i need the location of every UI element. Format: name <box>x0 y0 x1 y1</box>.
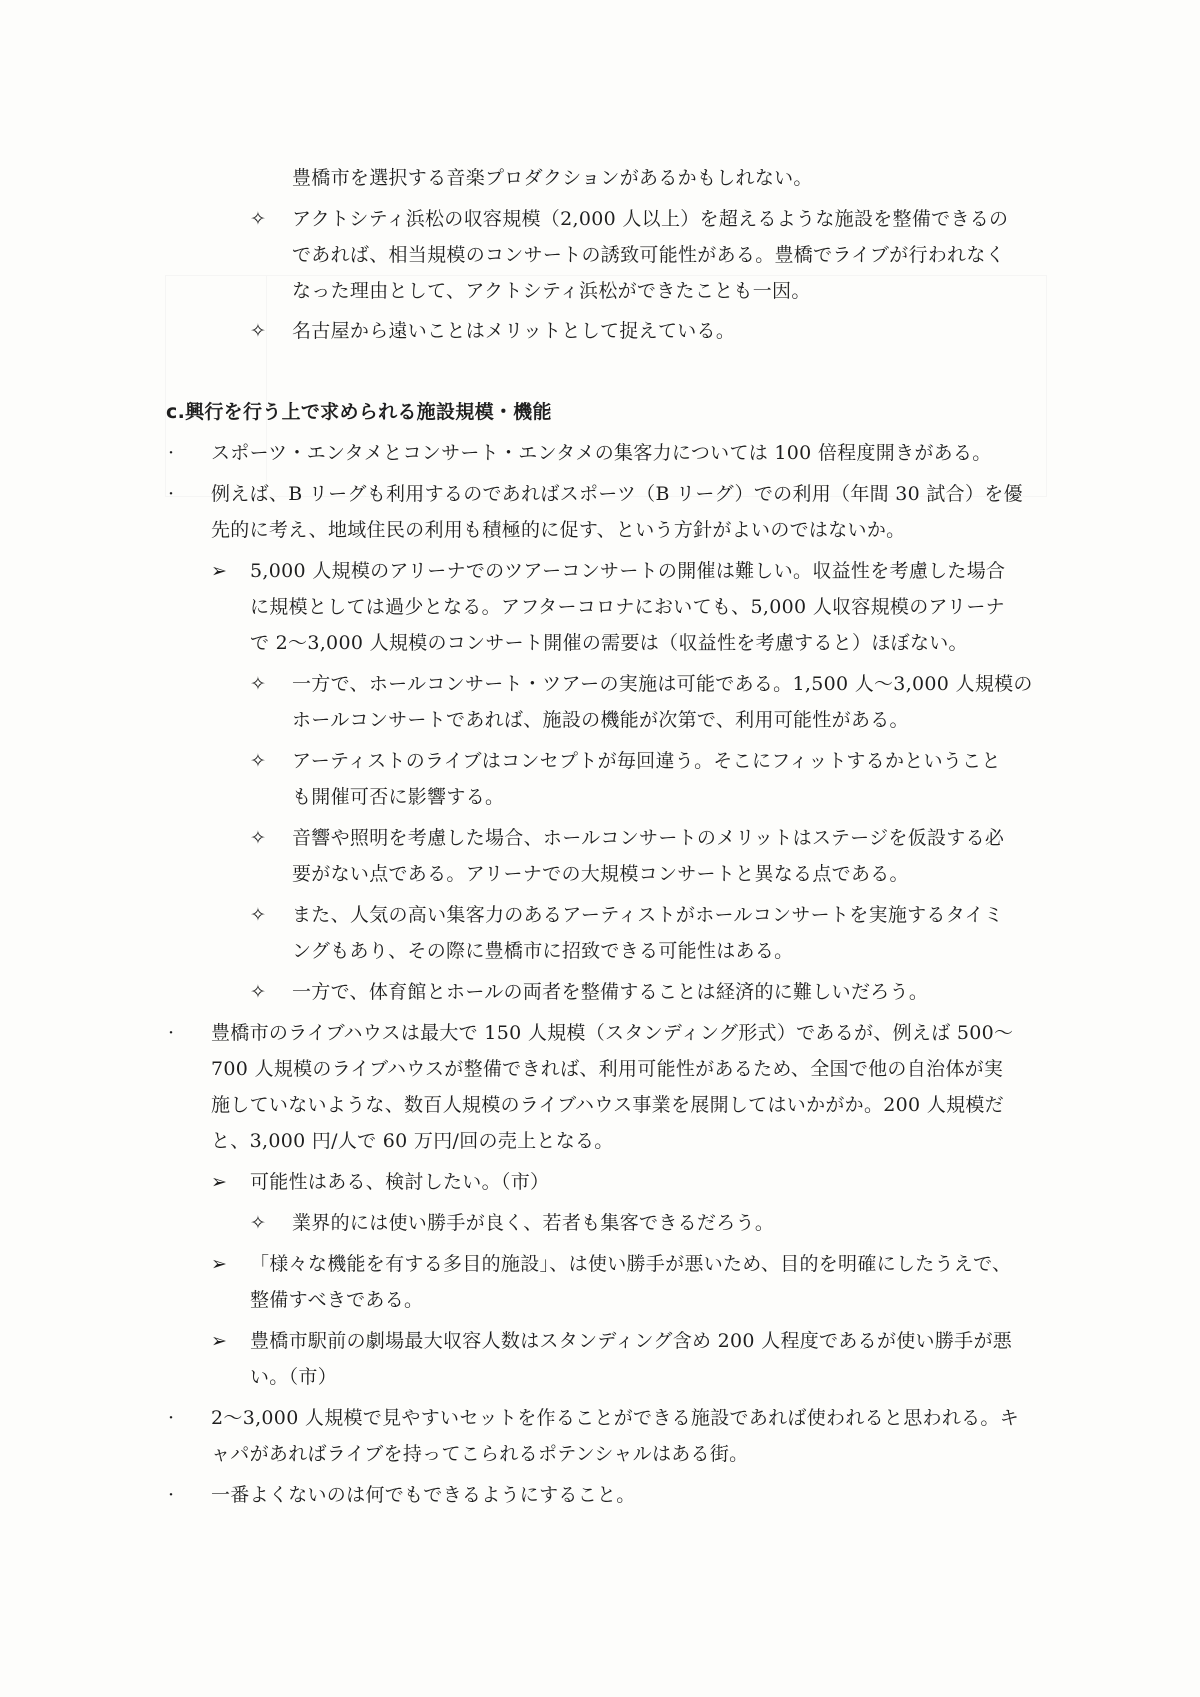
text-line: 豊橋市のライブハウスは最大で 150 人規模（スタンディング形式）であるが、例えば 500〜 <box>211 1022 1014 1044</box>
bullet-mark: · <box>168 442 175 464</box>
bullet-mark: ➢ <box>211 1253 227 1275</box>
bullet-mark: ✧ <box>250 208 266 230</box>
text-line: 豊橋市駅前の劇場最大収容人数はスタンディング含め 200 人程度であるが使い勝手が悪 <box>250 1330 1013 1352</box>
bullet-mark: · <box>168 483 175 505</box>
text-line: アーティストのライブはコンセプトが毎回違う。そこにフィットするかということ <box>292 750 1001 772</box>
bullet-mark: ✧ <box>250 673 266 695</box>
bullet-mark: ✧ <box>250 827 266 849</box>
text-line: アクトシティ浜松の収容規模（2,000 人以上）を超えるような施設を整備できるの <box>292 208 1009 230</box>
bullet-mark: ➢ <box>211 1330 227 1352</box>
text-line: 要がない点である。アリーナでの大規模コンサートと異なる点である。 <box>292 863 909 885</box>
text-line: ャパがあればライブを持ってこられるポテンシャルはある街。 <box>211 1443 749 1465</box>
text-line: 先的に考え、地域住民の利用も積極的に促す、という方針がよいのではないか。 <box>211 519 906 541</box>
text-line: 業界的には使い勝手が良く、若者も集客できるだろう。 <box>292 1212 775 1234</box>
text-line: 一方で、体育館とホールの両者を整備することは経済的に難しいだろう。 <box>292 981 929 1003</box>
text-line: 700 人規模のライブハウスが整備できれば、利用可能性があるため、全国で他の自治体が実 <box>211 1058 1004 1080</box>
bullet-mark: ➢ <box>211 1171 227 1193</box>
text-line: も開催可否に影響する。 <box>292 786 505 808</box>
bullet-mark: ➢ <box>211 560 227 582</box>
text-line: 2〜3,000 人規模で見やすいセットを作ることができる施設であれば使われると思われる。キ <box>211 1407 1020 1429</box>
text-line: 「様々な機能を有する多目的施設」、は使い勝手が悪いため、目的を明確にしたうえで、 <box>250 1253 1012 1275</box>
text-line: 豊橋市を選択する音楽プロダクションがあるかもしれない。 <box>292 167 813 189</box>
text-line: と、3,000 円/人で 60 万円/回の売上となる。 <box>211 1130 614 1152</box>
text-line: い。（市） <box>250 1366 338 1388</box>
text-line: また、人気の高い集客力のあるアーティストがホールコンサートを実施するタイミ <box>292 904 1004 926</box>
bullet-mark: ✧ <box>250 981 266 1003</box>
text-line: ングもあり、その際に豊橋市に招致できる可能性はある。 <box>292 940 794 962</box>
text-line: 例えば、B リーグも利用するのであればスポーツ（B リーグ）での利用（年間 30 試合）を優 <box>211 483 1023 505</box>
text-line: 名古屋から遠いことはメリットとして捉えている。 <box>292 320 736 342</box>
section-heading: c.興行を行う上で求められる施設規模・機能 <box>166 401 552 423</box>
text-line: ホールコンサートであれば、施設の機能が次第で、利用可能性がある。 <box>292 709 909 731</box>
text-line: 一番よくないのは何でもできるようにすること。 <box>211 1484 636 1506</box>
text-line: に規模としては過少となる。アフターコロナにおいても、5,000 人収容規模のアリーナ <box>250 596 1005 618</box>
text-line: スポーツ・エンタメとコンサート・エンタメの集客力については 100 倍程度開きがある。 <box>211 442 992 464</box>
bullet-mark: ✧ <box>250 904 266 926</box>
bullet-mark: ✧ <box>250 1212 266 1234</box>
text-line: なった理由として、アクトシティ浜松ができたことも一因。 <box>292 280 811 302</box>
bullet-mark: · <box>168 1022 175 1044</box>
bullet-mark: ✧ <box>250 750 266 772</box>
bullet-mark: ✧ <box>250 320 266 342</box>
text-line: であれば、相当規模のコンサートの誘致可能性がある。豊橋でライブが行われなく <box>292 244 1005 266</box>
text-line: 施していないような、数百人規模のライブハウス事業を展開してはいかがか。200 人規模だ <box>211 1094 1004 1116</box>
bullet-mark: · <box>168 1407 175 1429</box>
text-line: 音響や照明を考慮した場合、ホールコンサートのメリットはステージを仮設する必 <box>292 827 1005 849</box>
text-line: 一方で、ホールコンサート・ツアーの実施は可能である。1,500 人〜3,000 人規模の <box>292 673 1033 695</box>
text-line: 整備すべきである。 <box>250 1289 424 1311</box>
bullet-mark: · <box>168 1484 175 1506</box>
text-line: 可能性はある、検討したい。（市） <box>250 1171 550 1193</box>
text-line: で 2〜3,000 人規模のコンサート開催の需要は（収益性を考慮すると）ほぼない。 <box>250 632 968 654</box>
text-line: 5,000 人規模のアリーナでのツアーコンサートの開催は難しい。収益性を考慮した場合 <box>250 560 1006 582</box>
